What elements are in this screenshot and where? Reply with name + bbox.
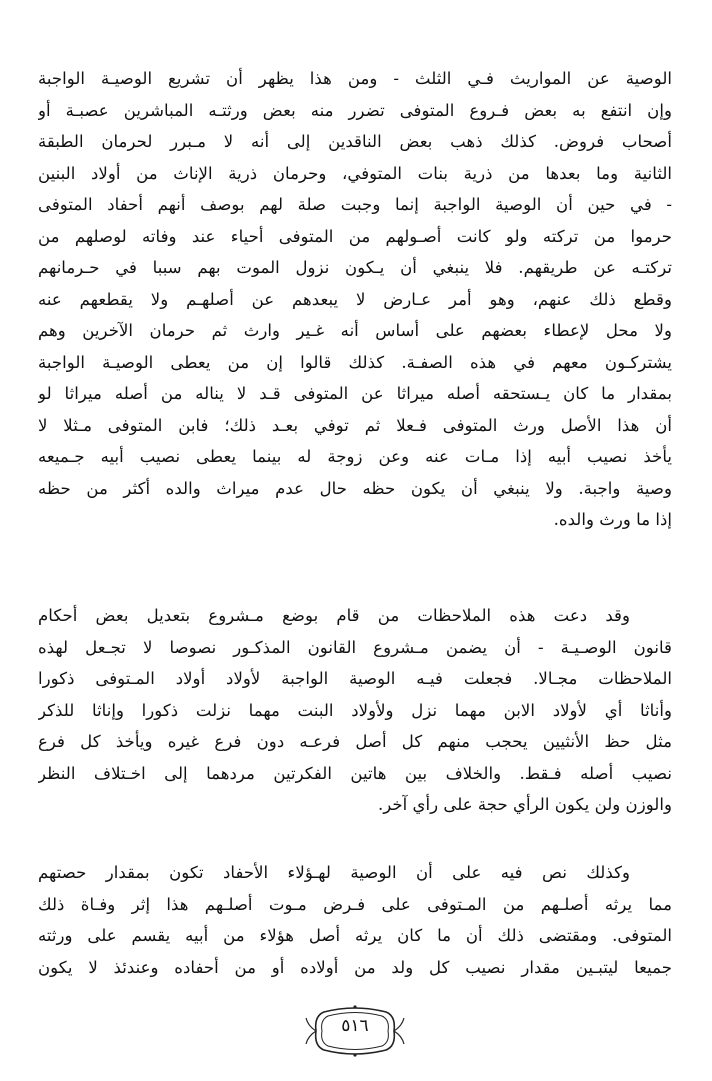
text-line: جميعا ليتبـين مقدار نصيب كل ولد من أولاده أو من أحفاده وعندئذ لا يكون [38, 957, 672, 977]
text-line: وأناثا أي لأولاد الابن مهما نزل ولأولاد البنت مهما نزلت ذكورا وإناثا للذكر [38, 700, 672, 720]
text-line: تركتـه عن طريقهم. فلا ينبغي أن يـكون نزول الموت بهم سببا في حـرمانهم [38, 258, 672, 277]
text-line: إذا ما ورث والده. [553, 510, 672, 529]
text-line: وإن انتفع به بعض فـروع المتوفى تضرر منه بعض ورثتـه المباشرين عصبـة أو [38, 100, 672, 120]
text-line: بمقدار ما كان يـستحقه أصله ميراثا عن المتوفى قـد لا يناله من أصله ميراثا لو [38, 384, 672, 403]
text-line: نصيب أصله فـقط. والخلاف بين هاتين الفكرتين مردهما إلى اخـتلاف النظر [38, 763, 672, 783]
page-number-frame [304, 1002, 406, 1060]
text-line: المتوفى. ومقتضى ذلك أن ما كان يرثه أصل هؤلاء من أبيه يقسم على ورثته [38, 926, 672, 945]
text-line: والوزن ولن يكون الرأي حجة على رأي آخر. [377, 795, 672, 814]
text-line: الملاحظات مجـالا. فجعلت فيـه الوصية الواجبة لأولاد أولاد المـتوفى ذكورا [38, 669, 672, 688]
text-line: ولا محل لإعطاء بعضهم على أساس أنه غـير وارث ثم حرمان الآخرين وهم [38, 321, 672, 340]
text-line: وصية واجبة. ولا ينبغي أن يكون حظه حال عدم ميراث والده أكثر من حظه [38, 478, 672, 498]
text-line: حرموا من تركته ولو كانت أصـولهم من المتوفى أحياء عند وفاته لوصلهم من [38, 226, 672, 246]
text-line: مما يرثه أصلـهم من المـتوفى على فـرض مـوت أصلـهم هذا إثر وفـاة ذلك [38, 894, 672, 914]
paragraph-2 [38, 600, 672, 821]
text-line: وكذلك نص فيه على أن الوصية لهـؤلاء الأحفاد تكون بمقدار حصتهم [38, 863, 630, 882]
text-line: وقطع ذلك عنهم، وهو أمر عـارض لا يبعدهم عن أصلهـم ولا يقطعهم عنه [38, 289, 672, 309]
text-line: يأخذ نصيب أبيه إذا مـات عنه وعن زوجة له بينما يعطى نصيب أبيه جـميعه [38, 447, 672, 466]
text-line: وقد دعت هذه الملاحظات من قام بوضع مـشروع بتعديل بعض أحكام [38, 606, 630, 625]
text-line: قانون الوصـيـة - أن يضمن مـشروع القانون المذكـور نصوصا لا تجـعل لهذه [38, 637, 672, 657]
text-line: أصحاب فروض. كذلك ذهب بعض الناقدين إلى أنه لا مـبرر لحرمان الطبقة [38, 132, 672, 151]
text-line: الثانية وما بعدها من ذرية بنات المتوفي، وحرمان ذرية الإناث من أولاد البنين [38, 163, 672, 183]
page-number: ٥١٦ [341, 1016, 369, 1036]
paragraph-3 [38, 857, 672, 983]
text-line: مثل حظ الأنثيين يحجب منهم كل أصل فرعـه دون فرع غيره ويأخذ كل فرع [38, 732, 672, 751]
paragraph-1 [38, 63, 672, 536]
text-line: الوصية عن المواريث فـي الثلث - ومن هذا يظهر أن تشريع الوصيـة الواجبة [38, 69, 672, 88]
text-line: يشتركـون معهم في هذه الصفـة. كذلك قالوا إن من يعطى الوصيـة الواجبة [38, 352, 672, 372]
text-line: - في حين أن الوصية الواجبة إنما وجبت صلة لهم بوصف أنهم أحفاد المتوفى [38, 195, 672, 214]
text-line: أن هذا الأصل ورث المتوفى فـعلا ثم توفي بعـد ذلك؛ فابن المتوفى مـثلا لا [38, 415, 672, 435]
